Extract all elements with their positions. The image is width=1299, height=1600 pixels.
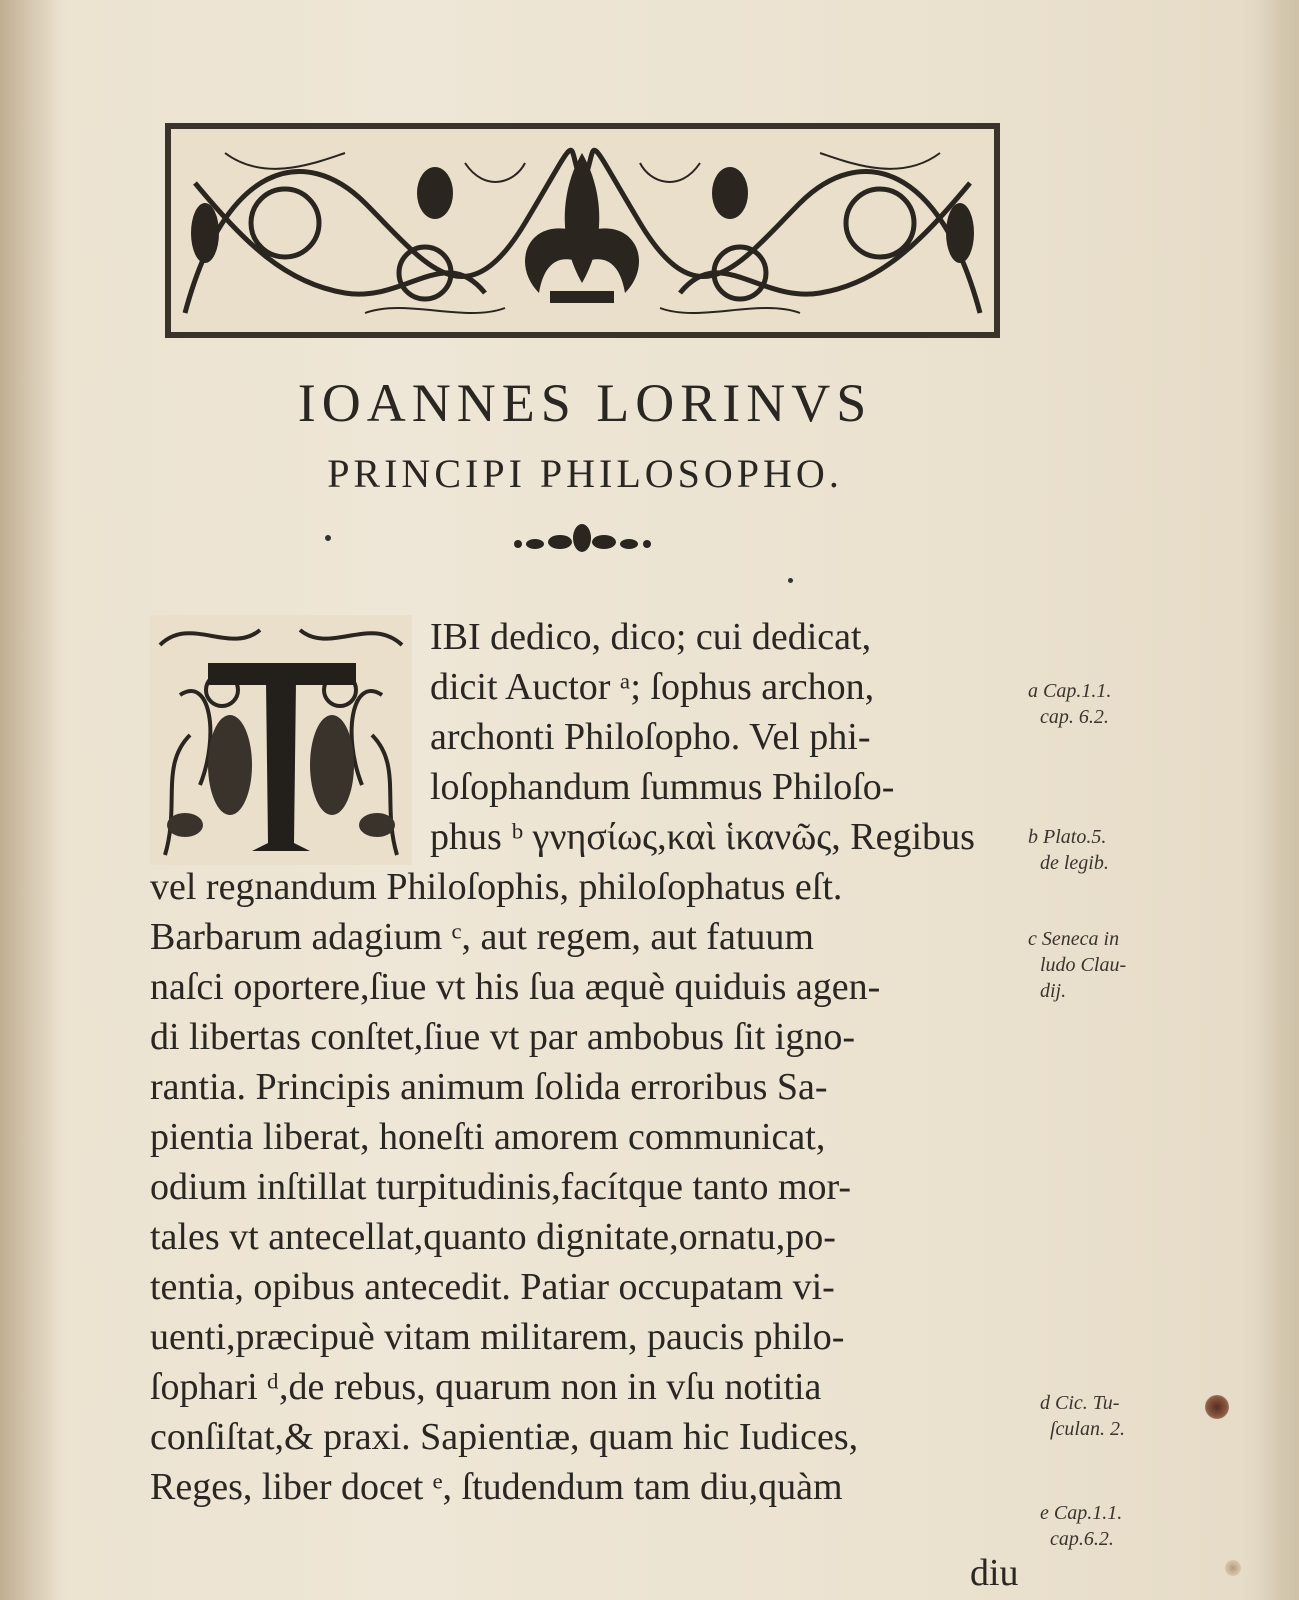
text-line: tentia, opibus antecedit. Patiar occupatam vi- — [150, 1266, 835, 1308]
text-line: loſophandum ſummus Philoſo- — [430, 766, 895, 808]
text-line: vel regnandum Philoſophis, philoſophatus eſt. — [150, 866, 843, 908]
text-line: odium inſtillat turpitudinis,facítque tanto mor- — [150, 1166, 852, 1208]
margin-note-a-cont: cap. 6.2. — [1040, 706, 1109, 728]
text-line: conſiſtat,& praxi. Sapientiæ, quam hic Iudices, — [150, 1416, 859, 1458]
text-line: dicit Auctor ᵃ; ſophus archon, — [430, 666, 875, 708]
margin-note-d: d Cic. Tu- — [1040, 1392, 1120, 1414]
author-heading: IOANNES LORINVS — [297, 373, 873, 433]
ink-speck — [325, 535, 331, 541]
margin-note-c: c Seneca in — [1028, 928, 1120, 950]
margin-note-a: a Cap.1.1. — [1028, 680, 1112, 702]
margin-note-c-cont2: dij. — [1040, 980, 1067, 1002]
margin-note-b: b Plato.5. — [1028, 826, 1107, 848]
margin-note-c-cont: ludo Clau- — [1040, 954, 1127, 976]
text-line: IBI dedico, dico; cui dedicat, — [430, 616, 872, 658]
text-line: ſophari ᵈ,de rebus, quarum non in vſu notitia — [150, 1366, 822, 1408]
ink-stain — [1205, 1395, 1229, 1419]
text-line: uenti,præcipuè vitam militarem, paucis philo- — [150, 1316, 845, 1358]
text-line: naſci oportere,ſiue vt his ſua æquè quiduis agen- — [150, 966, 881, 1008]
text-line: Barbarum adagium ᶜ, aut regem, aut fatuum — [150, 916, 814, 958]
dedication-heading: PRINCIPI PHILOSOPHO. — [327, 451, 843, 496]
text-line: rantia. Principis animum ſolida erroribus Sa- — [150, 1066, 828, 1108]
margin-note-e-cont: cap.6.2. — [1050, 1528, 1114, 1550]
text-line: phus ᵇ γνησίως,καὶ ἱκανῶς, Regibus — [430, 816, 975, 858]
woodcut-headpiece — [165, 123, 1000, 338]
text-line: tales vt antecellat,quanto dignitate,ornatu,po- — [150, 1216, 836, 1258]
text-line: pientia liberat, honeſti amorem communicat, — [150, 1116, 826, 1158]
text-line: diu — [970, 1552, 1019, 1594]
text-line: archonti Philoſopho. Vel phi- — [430, 716, 871, 758]
fleuron-ornament — [510, 516, 655, 562]
margin-note-e: e Cap.1.1. — [1040, 1502, 1123, 1524]
text-line: Reges, liber docet ᵉ, ſtudendum tam diu,quàm — [150, 1466, 843, 1508]
decorated-initial — [150, 615, 412, 865]
foxing-spot — [1225, 1560, 1241, 1576]
margin-note-b-cont: de legib. — [1040, 852, 1109, 874]
binding-gutter — [0, 0, 58, 1600]
margin-note-d-cont: ſculan. 2. — [1050, 1418, 1125, 1440]
text-line: di libertas conſtet,ſiue vt par ambobus ſit igno- — [150, 1016, 855, 1058]
ink-speck — [788, 578, 793, 583]
page-edge — [1259, 0, 1299, 1600]
